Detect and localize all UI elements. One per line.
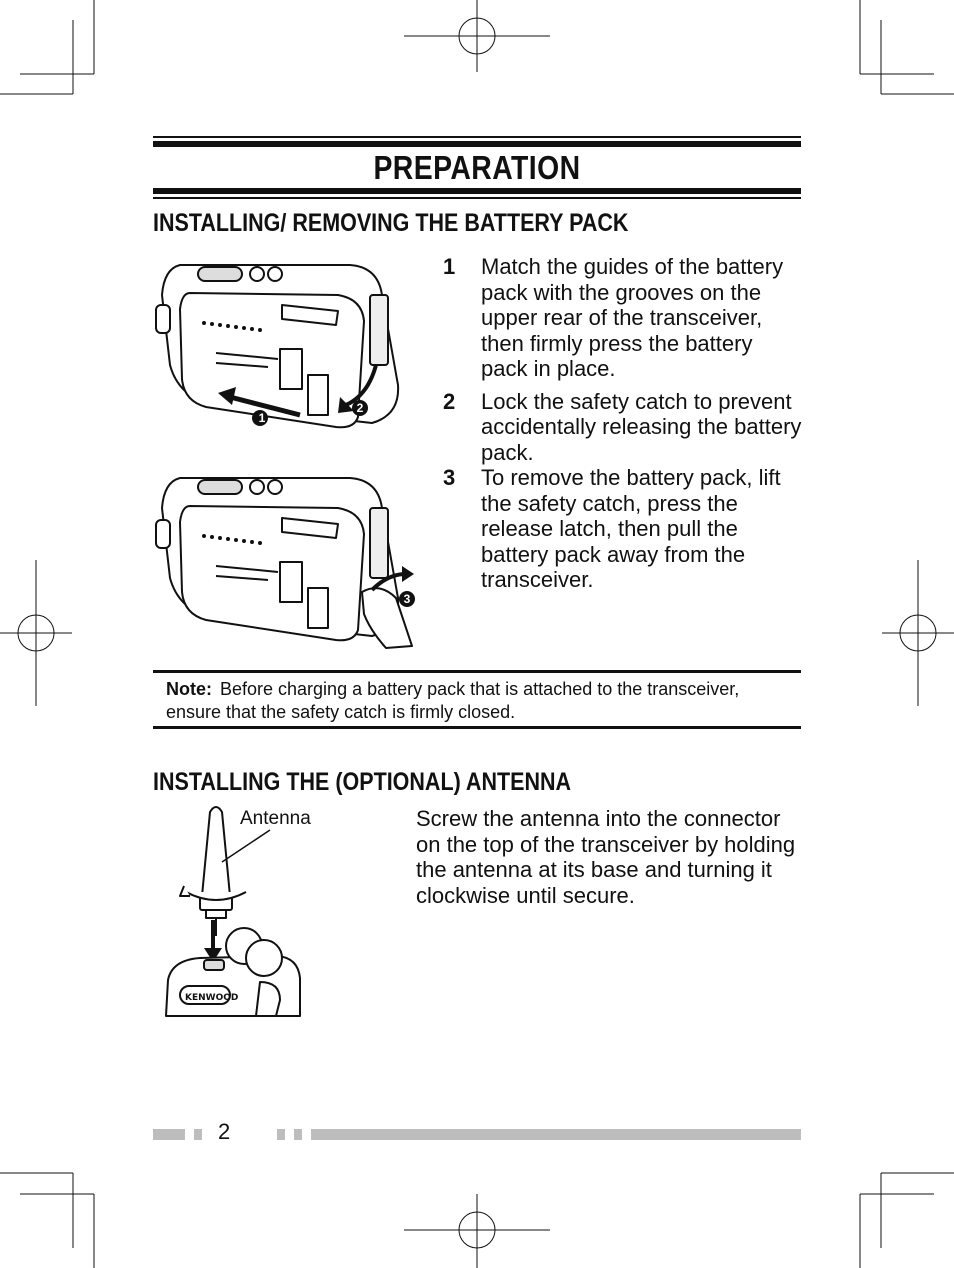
step-text: Match the guides of the battery pack with the grooves on the upper rear of the transceiver, then firmly press the battery pack in place. (481, 254, 784, 381)
note-box (153, 670, 801, 729)
battery-attach-illustration (150, 255, 410, 435)
step-item (443, 254, 805, 382)
step-marker-2: 2 (356, 401, 364, 415)
page-number: 2 (218, 1119, 231, 1144)
battery-steps-list (443, 254, 805, 593)
footer-bar-right (311, 1129, 801, 1140)
step-text: To remove the battery pack, lift the safety catch, press the release latch, then pull the battery pack away from the transceiver. (481, 465, 781, 592)
step-marker-3: 3 (403, 592, 411, 606)
battery-remove-illustration (150, 470, 420, 650)
title-rule-top-thin (153, 136, 801, 138)
step-item (443, 389, 805, 466)
step-marker-1: 1 (258, 411, 266, 425)
antenna-callout-label: Antenna (240, 808, 311, 829)
brand-logo: KENWOOD (185, 993, 239, 1003)
step-number: 1 (443, 254, 456, 279)
note-paragraph (166, 678, 786, 724)
step-number: 3 (443, 465, 456, 490)
note-label: Note: (166, 679, 212, 699)
footer-bar-left (153, 1129, 185, 1140)
step-item (443, 465, 805, 593)
footer-bar-dot-1 (277, 1129, 285, 1140)
battery-section-heading: INSTALLING/ REMOVING THE BATTERY PACK (153, 209, 629, 237)
title-rule-bottom-thick (153, 188, 801, 194)
antenna-install-illustration (160, 800, 310, 1018)
antenna-section-heading: INSTALLING THE (OPTIONAL) ANTENNA (153, 768, 572, 796)
antenna-instructions: Screw the antenna into the connector on the top of the transceiver by holding the antenna at its base and turning it clockwise until secure. (416, 806, 796, 908)
step-text: Lock the safety catch to prevent accidentally releasing the battery pack. (481, 388, 802, 465)
footer-bar-left-small (194, 1129, 202, 1140)
step-number: 2 (443, 388, 456, 414)
note-text: Before charging a battery pack that is attached to the transceiver, ensure that the safety catch is firmly closed. (166, 679, 740, 722)
footer-bar-dot-2 (294, 1129, 302, 1140)
page-title: PREPARATION (373, 149, 581, 186)
title-rule-bottom-thin (153, 197, 801, 199)
